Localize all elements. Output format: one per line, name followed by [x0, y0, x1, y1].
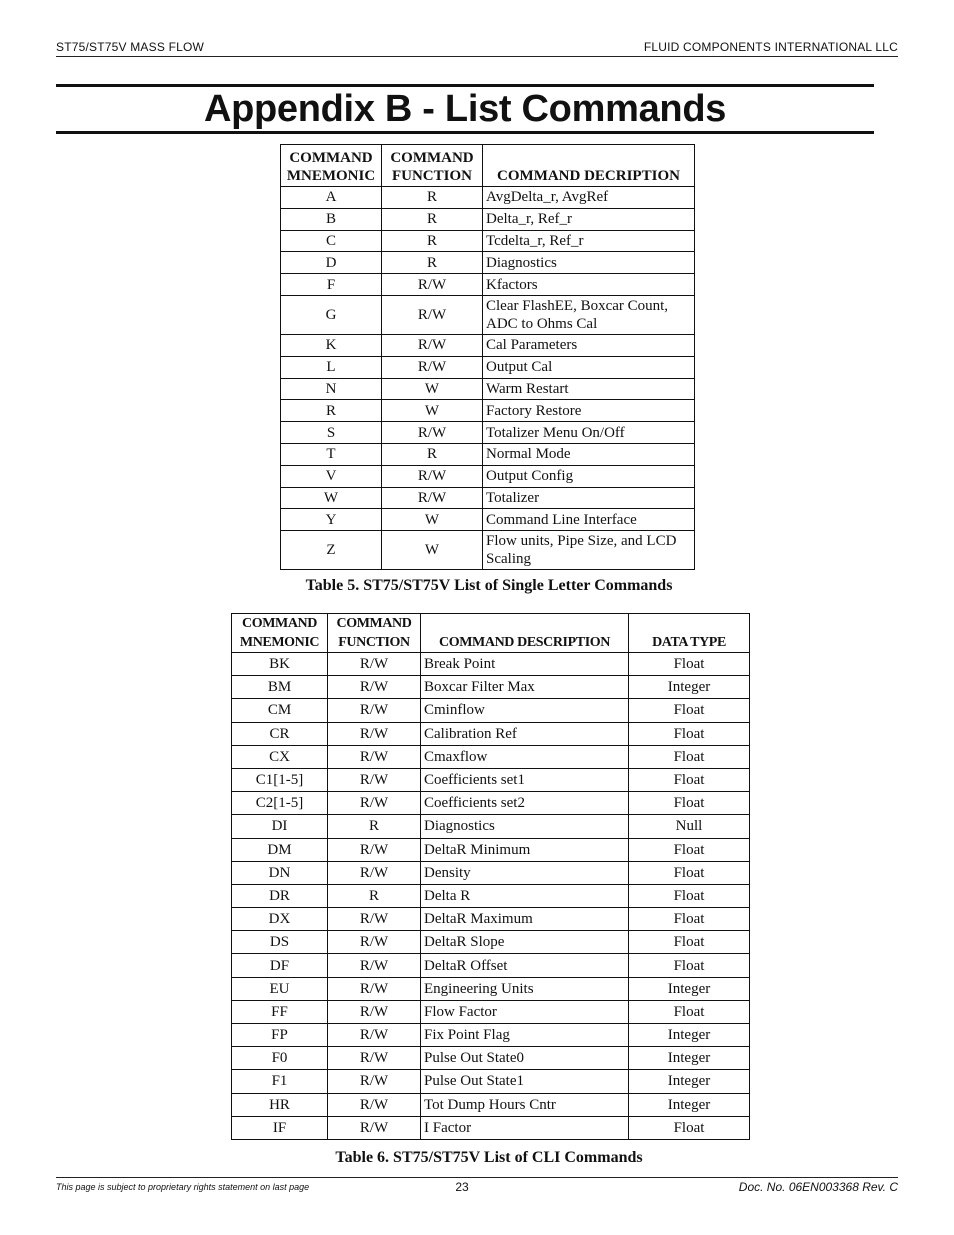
table6-function-cell: R/W [328, 792, 421, 815]
table6-function-cell: R/W [328, 768, 421, 791]
table6-header-row-2 [232, 633, 750, 653]
table6-row [232, 884, 750, 907]
table6-mnemonic-cell: BM [232, 676, 328, 699]
table5-function-cell: W [382, 378, 483, 400]
table6-datatype-cell: Null [629, 815, 750, 838]
table6-function-cell: R/W [328, 977, 421, 1000]
table6-datatype-cell: Float [629, 699, 750, 722]
table6-datatype-cell: Float [629, 745, 750, 768]
table5-row [281, 295, 695, 334]
table6-row [232, 792, 750, 815]
table6-mnemonic-cell: DX [232, 908, 328, 931]
table5-row [281, 422, 695, 444]
table5-mnemonic-cell: G [281, 295, 382, 334]
table5-function-cell: R/W [382, 356, 483, 378]
table6-function-cell: R/W [328, 722, 421, 745]
table6-function-cell: R/W [328, 1047, 421, 1070]
table6-row [232, 977, 750, 1000]
table5-mnemonic-cell: K [281, 334, 382, 356]
table5-description-cell: Factory Restore [483, 400, 695, 422]
table5-function-cell: W [382, 509, 483, 531]
table5-mnemonic-cell: F [281, 274, 382, 296]
table6-caption: Table 6. ST75/ST75V List of CLI Commands [335, 1149, 643, 1166]
table6-header-row-1 [232, 614, 750, 634]
table5-function-cell: R [382, 230, 483, 252]
table6-datatype-cell: Float [629, 884, 750, 907]
table5-mnemonic-cell: R [281, 400, 382, 422]
title-rule-bottom [56, 131, 874, 134]
table6-datatype-cell: Integer [629, 676, 750, 699]
table5-mnemonic-cell: V [281, 465, 382, 487]
table6-row [232, 653, 750, 676]
table6-mnemonic-cell: F0 [232, 1047, 328, 1070]
table6-datatype-cell: Float [629, 908, 750, 931]
table5-function-cell: R [382, 252, 483, 274]
table5-description-cell: Command Line Interface [483, 509, 695, 531]
table6-mnemonic-cell: DF [232, 954, 328, 977]
table6-datatype-cell: Float [629, 792, 750, 815]
table6-datatype-header-top [629, 614, 750, 634]
footer-divider [56, 1177, 898, 1178]
table5-description-cell: Totalizer [483, 487, 695, 509]
table6-mnemonic-cell: DN [232, 861, 328, 884]
table6-function-cell: R/W [328, 838, 421, 861]
table6-datatype-cell: Integer [629, 1093, 750, 1116]
table6-description-header: COMMAND DESCRIPTION [421, 633, 629, 653]
table6-datatype-cell: Float [629, 861, 750, 884]
table5-function-header-line2: FUNCTION [391, 168, 472, 184]
table5-row [281, 356, 695, 378]
table6-description-cell: Cminflow [421, 699, 629, 722]
table6-function-header-line2: FUNCTION [328, 633, 421, 653]
footer-proprietary-note: This page is subject to proprietary rights statement on last page [56, 1182, 310, 1192]
table6-description-cell: Break Point [421, 653, 629, 676]
table6-datatype-cell: Integer [629, 977, 750, 1000]
table6-row [232, 699, 750, 722]
table6-description-cell: Fix Point Flag [421, 1024, 629, 1047]
table6-function-cell: R/W [328, 1093, 421, 1116]
table5-description-cell: Delta_r, Ref_r [483, 208, 695, 230]
page-title: Appendix B - List Commands [203, 88, 727, 130]
table5-mnemonic-header-line2: MNEMONIC [286, 168, 376, 184]
table5-mnemonic-cell: Y [281, 509, 382, 531]
table5-mnemonic-cell: C [281, 230, 382, 252]
table6-function-cell: R/W [328, 1024, 421, 1047]
table6-function-cell: R/W [328, 931, 421, 954]
table6-function-cell: R/W [328, 1070, 421, 1093]
table6-row [232, 1070, 750, 1093]
table6-function-cell: R [328, 815, 421, 838]
table5-mnemonic-header [281, 145, 382, 187]
table6-description-cell: Diagnostics [421, 815, 629, 838]
table6-function-cell: R [328, 884, 421, 907]
table5-row [281, 400, 695, 422]
table6-mnemonic-cell: BK [232, 653, 328, 676]
table6-description-cell: Flow Factor [421, 1000, 629, 1023]
table6-datatype-cell: Float [629, 653, 750, 676]
table5-description-cell: Flow units, Pipe Size, and LCD Scaling [483, 531, 695, 570]
table5-function-cell: W [382, 531, 483, 570]
table5-description-cell: Kfactors [483, 274, 695, 296]
table6-description-cell: I Factor [421, 1116, 629, 1139]
table6-function-cell: R/W [328, 745, 421, 768]
table5-description-cell: Totalizer Menu On/Off [483, 422, 695, 444]
table5-row [281, 274, 695, 296]
table6-description-cell: Coefficients set1 [421, 768, 629, 791]
table6-mnemonic-cell: FF [232, 1000, 328, 1023]
table5-row [281, 230, 695, 252]
table5-description-cell: Clear FlashEE, Boxcar Count, ADC to Ohms Cal [483, 295, 695, 334]
table5-function-cell: R/W [382, 295, 483, 334]
table5-row [281, 531, 695, 570]
table5-function-cell: R [382, 208, 483, 230]
table5-mnemonic-cell: D [281, 252, 382, 274]
table6-datatype-cell: Float [629, 768, 750, 791]
table5-header-row [281, 145, 695, 187]
table6-function-cell: R/W [328, 699, 421, 722]
table6-description-cell: DeltaR Minimum [421, 838, 629, 861]
table6-function-header-line1: COMMAND [328, 614, 421, 634]
table5-function-header [382, 145, 483, 187]
table5-function-header-line1: COMMAND [390, 150, 474, 166]
table5-mnemonic-cell: A [281, 187, 382, 209]
table6-description-cell: Engineering Units [421, 977, 629, 1000]
table6-row [232, 1024, 750, 1047]
table6-function-cell: R/W [328, 954, 421, 977]
table5-mnemonic-header-line1: COMMAND [289, 150, 373, 166]
table5-row [281, 252, 695, 274]
table5-mnemonic-cell: Z [281, 531, 382, 570]
table6-mnemonic-cell: C1[1-5] [232, 768, 328, 791]
table6-mnemonic-cell: HR [232, 1093, 328, 1116]
cli-commands-table [231, 613, 750, 1140]
table6-mnemonic-cell: DS [232, 931, 328, 954]
table5-function-cell: R/W [382, 465, 483, 487]
table6-description-cell: DeltaR Maximum [421, 908, 629, 931]
table6-datatype-header: DATA TYPE [629, 633, 750, 653]
table6-row [232, 931, 750, 954]
table6-function-cell: R/W [328, 653, 421, 676]
table5-mnemonic-cell: W [281, 487, 382, 509]
table6-description-cell: Pulse Out State1 [421, 1070, 629, 1093]
table6-row [232, 861, 750, 884]
table6-row [232, 1000, 750, 1023]
table5-description-cell: Cal Parameters [483, 334, 695, 356]
table6-mnemonic-cell: CR [232, 722, 328, 745]
table5-description-cell: AvgDelta_r, AvgRef [483, 187, 695, 209]
table5-description-cell: Diagnostics [483, 252, 695, 274]
table6-mnemonic-cell: DM [232, 838, 328, 861]
table6-description-cell: DeltaR Offset [421, 954, 629, 977]
table5-description-cell: Output Cal [483, 356, 695, 378]
table6-row [232, 838, 750, 861]
table5-description-cell: Output Config [483, 465, 695, 487]
table6-datatype-cell: Float [629, 931, 750, 954]
table6-mnemonic-header-line2: MNEMONIC [232, 633, 328, 653]
table6-description-cell: Density [421, 861, 629, 884]
table5-description-header: COMMAND DECRIPTION [483, 145, 695, 187]
header-right-text: FLUID COMPONENTS INTERNATIONAL LLC [643, 40, 898, 54]
table5-function-cell: R/W [382, 334, 483, 356]
table6-datatype-cell: Integer [629, 1070, 750, 1093]
table5-row [281, 465, 695, 487]
table5-mnemonic-cell: L [281, 356, 382, 378]
table6-row [232, 1047, 750, 1070]
table6-function-cell: R/W [328, 1116, 421, 1139]
table5-description-cell: Tcdelta_r, Ref_r [483, 230, 695, 252]
table5-row [281, 208, 695, 230]
table5-row [281, 509, 695, 531]
table6-description-cell: Tot Dump Hours Cntr [421, 1093, 629, 1116]
table6-function-cell: R/W [328, 1000, 421, 1023]
table6-description-cell: DeltaR Slope [421, 931, 629, 954]
table6-datatype-cell: Float [629, 954, 750, 977]
table6-row [232, 722, 750, 745]
table6-description-cell: Coefficients set2 [421, 792, 629, 815]
table5-row [281, 487, 695, 509]
table6-datatype-cell: Float [629, 1000, 750, 1023]
table6-datatype-cell: Float [629, 722, 750, 745]
table5-mnemonic-cell: S [281, 422, 382, 444]
table6-description-cell: Calibration Ref [421, 722, 629, 745]
page-number: 23 [455, 1180, 469, 1194]
table6-row [232, 676, 750, 699]
table6-function-cell: R/W [328, 676, 421, 699]
table6-mnemonic-cell: CM [232, 699, 328, 722]
table5-function-cell: R/W [382, 422, 483, 444]
table5-row [281, 187, 695, 209]
table6-datatype-cell: Float [629, 838, 750, 861]
table5-row [281, 443, 695, 465]
table6-mnemonic-header-line1: COMMAND [232, 614, 328, 634]
table6-function-cell: R/W [328, 908, 421, 931]
table6-function-cell: R/W [328, 861, 421, 884]
table5-function-cell: R [382, 187, 483, 209]
header-left-text: ST75/ST75V MASS FLOW [56, 40, 205, 54]
table6-datatype-cell: Integer [629, 1047, 750, 1070]
table6-mnemonic-cell: CX [232, 745, 328, 768]
table6-row [232, 815, 750, 838]
single-letter-commands-table [280, 144, 695, 570]
table5-mnemonic-cell: B [281, 208, 382, 230]
table6-description-cell: Boxcar Filter Max [421, 676, 629, 699]
table6-description-cell: Delta R [421, 884, 629, 907]
table6-description-header-top [421, 614, 629, 634]
table6-row [232, 954, 750, 977]
table6-row [232, 1093, 750, 1116]
table6-description-cell: Cmaxflow [421, 745, 629, 768]
table5-function-cell: W [382, 400, 483, 422]
table5-function-cell: R/W [382, 487, 483, 509]
table6-row [232, 745, 750, 768]
table5-description-cell: Normal Mode [483, 443, 695, 465]
table5-mnemonic-cell: N [281, 378, 382, 400]
table6-description-cell: Pulse Out State0 [421, 1047, 629, 1070]
table5-function-cell: R/W [382, 274, 483, 296]
table6-datatype-cell: Integer [629, 1024, 750, 1047]
table5-mnemonic-cell: T [281, 443, 382, 465]
table6-row [232, 908, 750, 931]
footer-doc-number: Doc. No. 06EN003368 Rev. C [738, 1180, 898, 1194]
table6-mnemonic-cell: C2[1-5] [232, 792, 328, 815]
table6-mnemonic-cell: F1 [232, 1070, 328, 1093]
table5-caption: Table 5. ST75/ST75V List of Single Letter Commands [305, 577, 673, 594]
table5-description-cell: Warm Restart [483, 378, 695, 400]
table6-datatype-cell: Float [629, 1116, 750, 1139]
table6-row [232, 1116, 750, 1139]
table5-function-cell: R [382, 443, 483, 465]
table6-mnemonic-cell: IF [232, 1116, 328, 1139]
table6-row [232, 768, 750, 791]
table6-mnemonic-cell: FP [232, 1024, 328, 1047]
table5-row [281, 334, 695, 356]
table6-mnemonic-cell: DR [232, 884, 328, 907]
table6-mnemonic-cell: EU [232, 977, 328, 1000]
table5-row [281, 378, 695, 400]
header-divider [56, 56, 898, 57]
table6-mnemonic-cell: DI [232, 815, 328, 838]
